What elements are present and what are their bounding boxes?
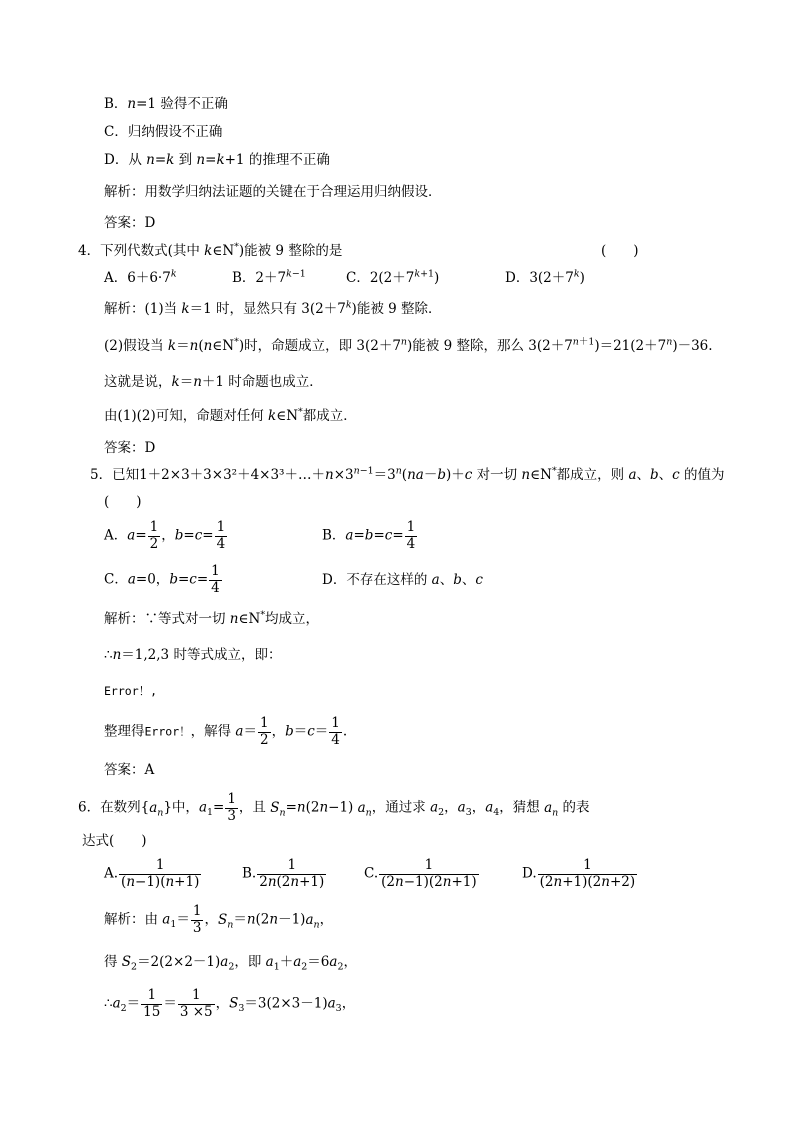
q4-answer: 答案：D bbox=[104, 440, 156, 456]
q5-error-1: Error！, bbox=[104, 684, 158, 698]
q5-analysis-1: 解析：∵等式对一切 n∈N*均成立， bbox=[104, 609, 320, 627]
q5-stem: 5．已知$1+2\times 3+3\times 3^2+4\times 3^3+\dots+n\times 3^{n-1}=3^n(na-b)+c$ 对一切 n∈N*都成立，则 a、b、c 的值为 bbox=[90, 465, 725, 483]
q3-option-b: B．n=1 验得不正确 bbox=[104, 96, 228, 112]
q6-stem-2: 达式( ) bbox=[82, 833, 147, 849]
q4-stem: 4．下列代数式(其中 k∈N*)能被 9 整除的是 bbox=[78, 241, 343, 259]
q4-option-c: C．$2(2+7^{k+1})$ bbox=[346, 268, 440, 286]
q3-analysis: 解析：用数学归纳法证题的关键在于合理运用归纳假设． bbox=[104, 184, 442, 200]
q5-option-d: D．不存在这样的 a、b、c bbox=[322, 572, 483, 588]
q3-option-d: D．从 n=k 到 n=k+1 的推理不正确 bbox=[104, 152, 330, 168]
q6-analysis-3: $\therefore a_2=$ $\frac{1}{15}$ ＝ $\frac{1}{3 \times 5}$ ，$S_3=3(2\times 3-1)a_3$， bbox=[104, 987, 356, 1020]
q6-analysis-1: 解析：由 $a_1=$ $\frac{1}{3}$ ，$S_n=n(2n-1)a_n$， bbox=[104, 903, 334, 936]
q6-option-c: C. $\frac{1}{(2n-1)(2n+1)}$ bbox=[364, 857, 477, 890]
q6-option-a: A. $\frac{1}{(n-1)(n+1)}$ bbox=[104, 857, 200, 890]
q5-option-b: B．a=b=c= $\frac{1}{4}$ bbox=[322, 519, 416, 552]
q3-answer: 答案：D bbox=[104, 215, 156, 231]
q6-stem: 6．在数列$\{a_n\}$中，$a_1=$ $\frac{1}{3}$ ，且 $S_n=n(2n-1)$ $a_n$，通过求 $a_2$，$a_3$，$a_4$，猜想 $a_n$ 的表 bbox=[78, 791, 590, 824]
q6-analysis-2: 得 $S_2=2(2\times 2-1)a_2$，即 $a_1+a_2=6a_2$， bbox=[104, 954, 357, 973]
q5-error-2: Error！ bbox=[144, 724, 191, 739]
q4-option-b: B．$2+7^{k-1}$ bbox=[232, 268, 306, 286]
q4-analysis-3: 这就是说，k＝n＋1 时命题也成立． bbox=[104, 374, 323, 390]
q5-option-c: C．a=0，b=c= $\frac{1}{4}$ bbox=[104, 563, 220, 596]
q5-answer: 答案：A bbox=[104, 762, 155, 778]
q5-paren: ( ) bbox=[104, 494, 142, 510]
q4-analysis-4: 由(1)(2)可知，命题对任何 k∈N*都成立． bbox=[104, 406, 357, 424]
q6-option-d: D. $\frac{1}{(2n+1)(2n+2)}$ bbox=[522, 857, 636, 890]
q5-option-a: A．a= $\frac{1}{2}$ ，b=c= $\frac{1}{4}$ bbox=[104, 519, 226, 552]
q4-paren: ( ) bbox=[601, 243, 639, 259]
q5-analysis-3: 整理得Error！，解得 a＝ $\frac{1}{2}$ ，b＝c＝ $\frac{1}{4}$ . bbox=[104, 715, 348, 748]
q6-option-b: B. $\frac{1}{2n(2n+1)}$ bbox=[242, 857, 325, 890]
q4-option-d: D．$3(2+7^k)$ bbox=[505, 268, 585, 286]
q4-analysis-1: 解析：(1)当 k＝1 时，显然只有 $3(2+7^k)$能被 9 整除． bbox=[104, 299, 442, 317]
q5-analysis-2: ∴n＝1,2,3 时等式成立，即： bbox=[104, 647, 282, 663]
q4-option-a: A．$6+6\cdot 7^k$ bbox=[104, 268, 177, 286]
q4-analysis-2: (2)假设当 k＝n(n∈N*)时，命题成立，即 $3(2+7^n)$能被 9 整除，那么 $3(2+7^{n+1})=21(2+7^n)-36$. bbox=[104, 336, 713, 354]
q3-option-c: C．归纳假设不正确 bbox=[104, 124, 223, 140]
